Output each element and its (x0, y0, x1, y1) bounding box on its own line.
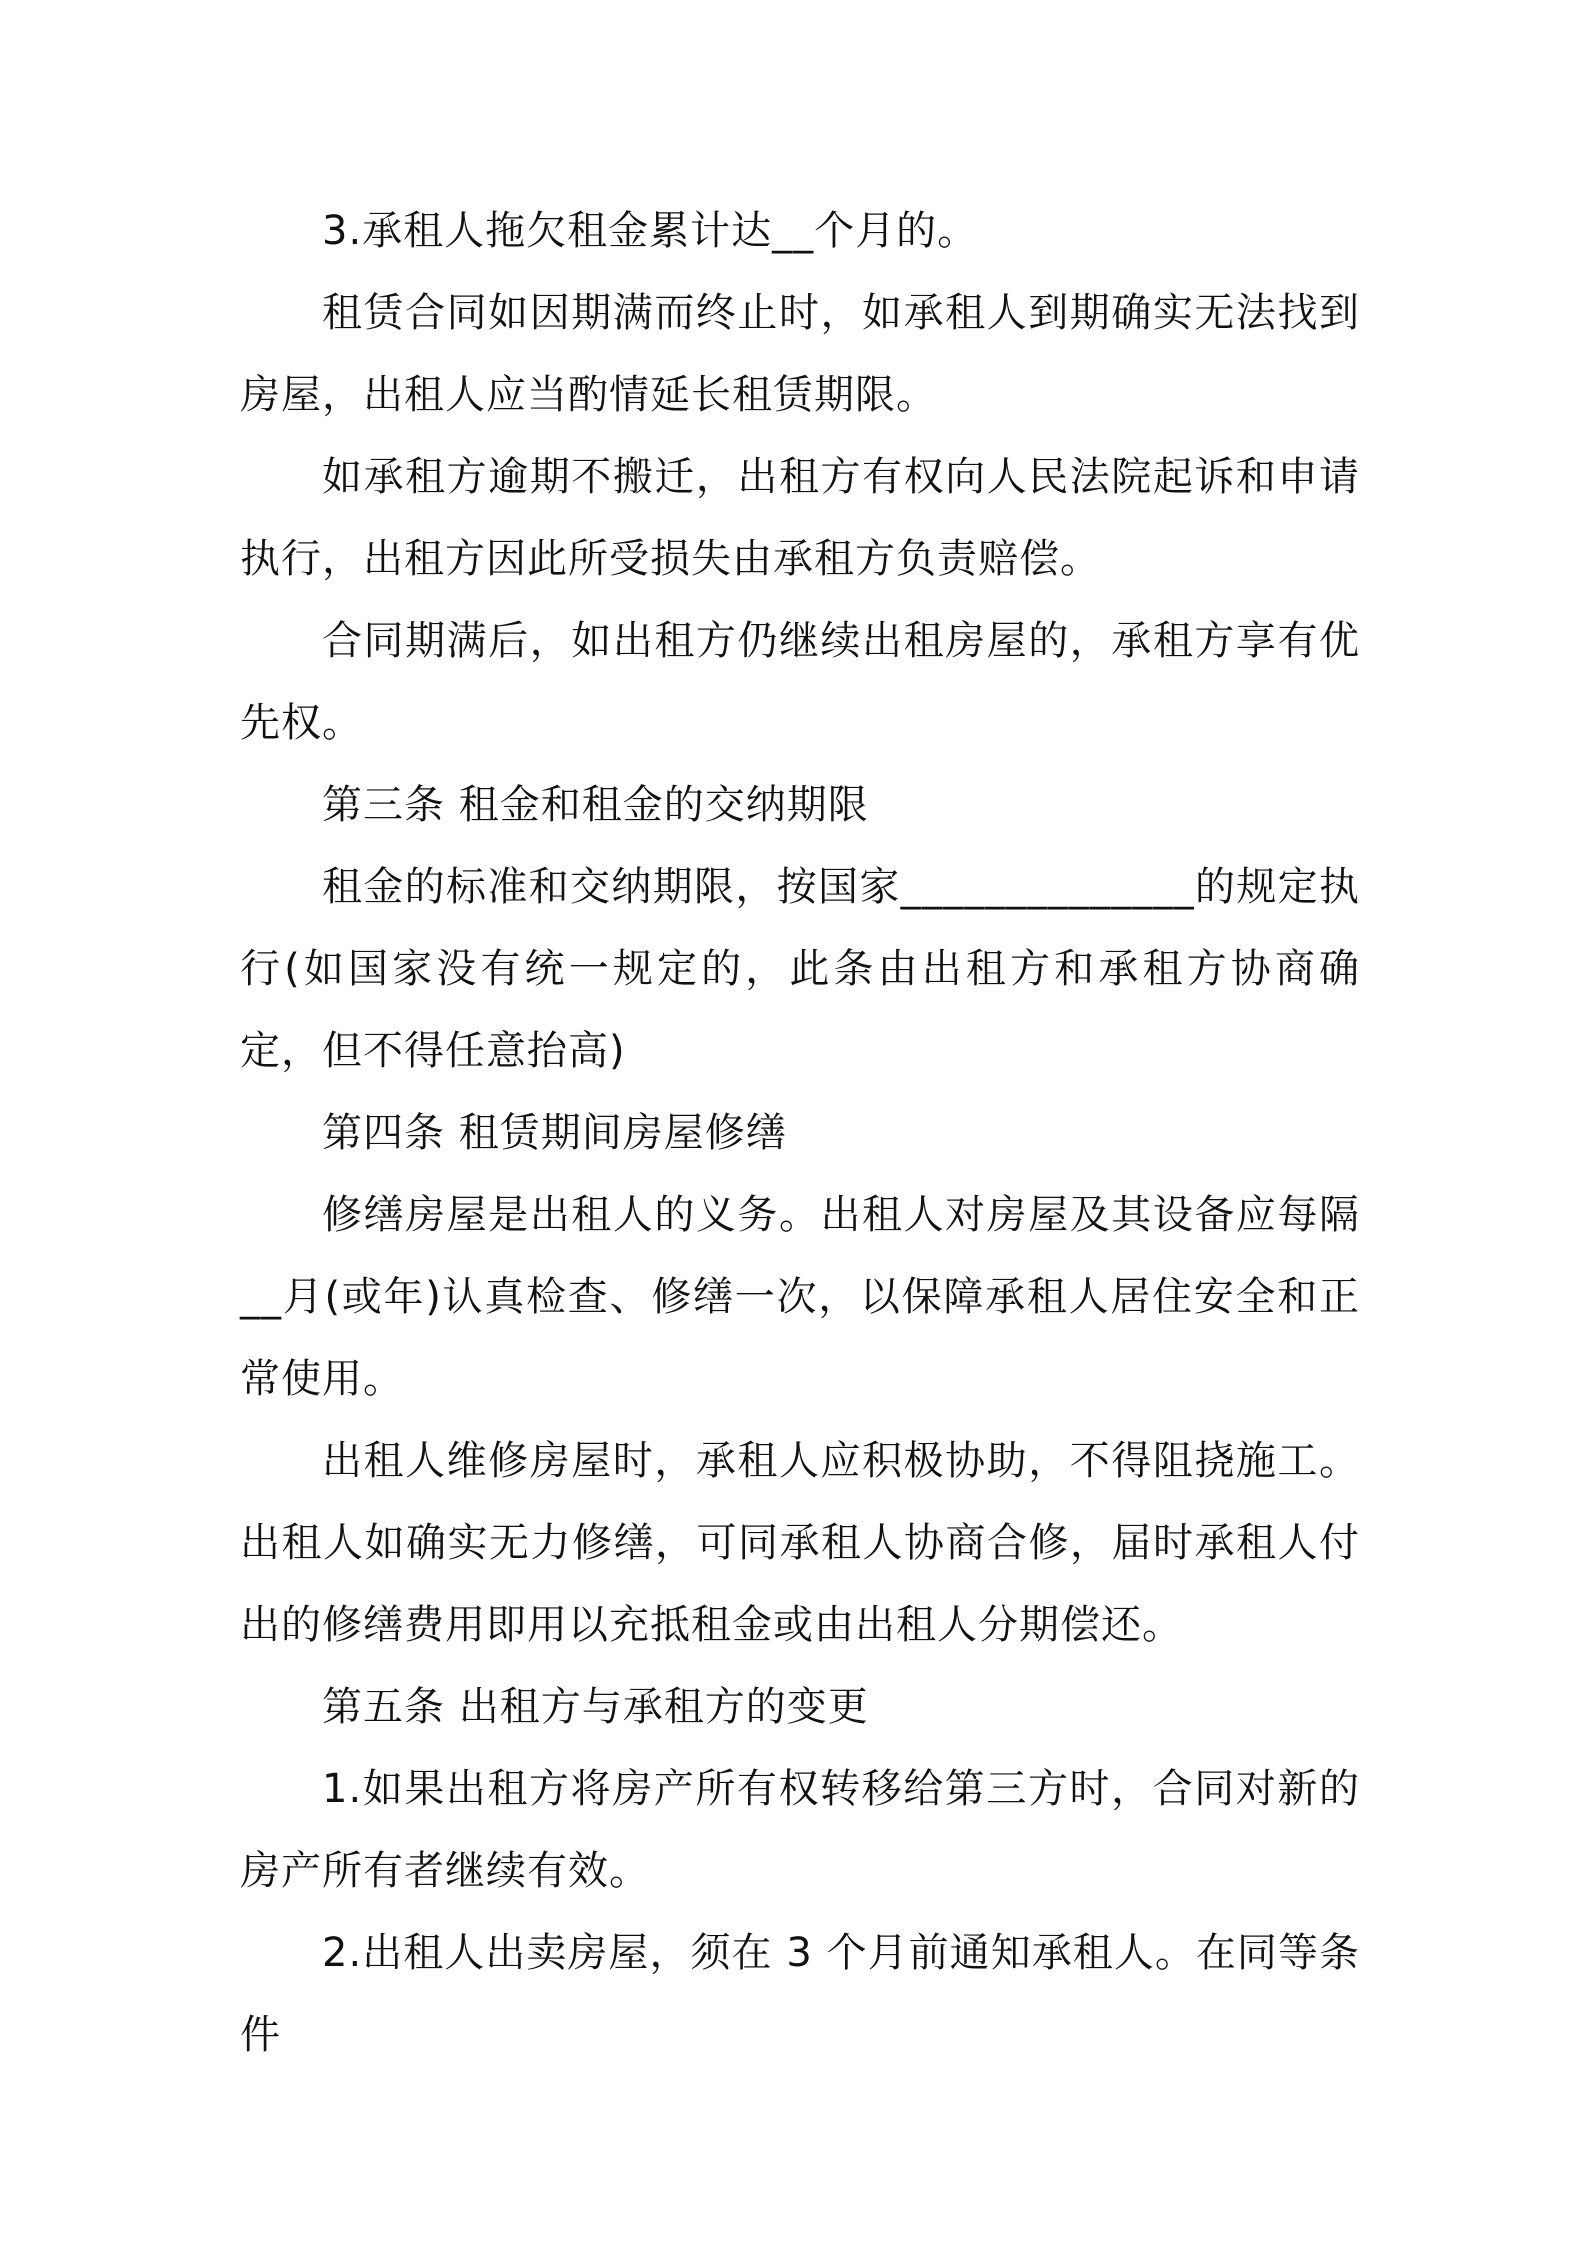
paragraph-repair-duty: 修缮房屋是出租人的义务。出租人对房屋及其设备应每隔__月(或年)认真检查、修缮一次，以保障承租人居住安全和正常使用。 (240, 1192, 1360, 1402)
article-3-heading: 第三条 租金和租金的交纳期限 (322, 782, 869, 828)
document-body (240, 190, 1360, 2076)
paragraph-rent-standard: 租金的标准和交纳期限，按国家______________的规定执行(如国家没有统一规定的，此条由出租方和承租方协商确定，但不得任意抬高) (240, 864, 1360, 1074)
paragraph-repair-cooperation: 出租人维修房屋时，承租人应积极协助，不得阻挠施工。出租人如确实无力修缮，可同承租人协商合修，届时承租人付出的修缮费用即用以充抵租金或由出租人分期偿还。 (240, 1438, 1360, 1648)
clause-item-3: 3.承租人拖欠租金累计达__个月的。 (322, 208, 979, 254)
paragraph-overdue-move-out: 如承租方逾期不搬迁，出租方有权向人民法院起诉和申请执行，出租方因此所受损失由承租方负责赔偿。 (240, 454, 1360, 582)
clause-item-2: 2.出租人出卖房屋，须在 3 个月前通知承租人。在同等条件 (240, 1930, 1360, 2058)
paragraph-priority-right: 合同期满后，如出租方仍继续出租房屋的，承租方享有优先权。 (240, 618, 1360, 746)
paragraph-lease-expiry: 租赁合同如因期满而终止时，如承租人到期确实无法找到房屋，出租人应当酌情延长租赁期限。 (240, 290, 1360, 418)
article-4-heading: 第四条 租赁期间房屋修缮 (322, 1110, 787, 1156)
article-5-heading: 第五条 出租方与承租方的变更 (322, 1684, 869, 1730)
clause-item-1: 1.如果出租方将房产所有权转移给第三方时，合同对新的房产所有者继续有效。 (240, 1766, 1360, 1894)
